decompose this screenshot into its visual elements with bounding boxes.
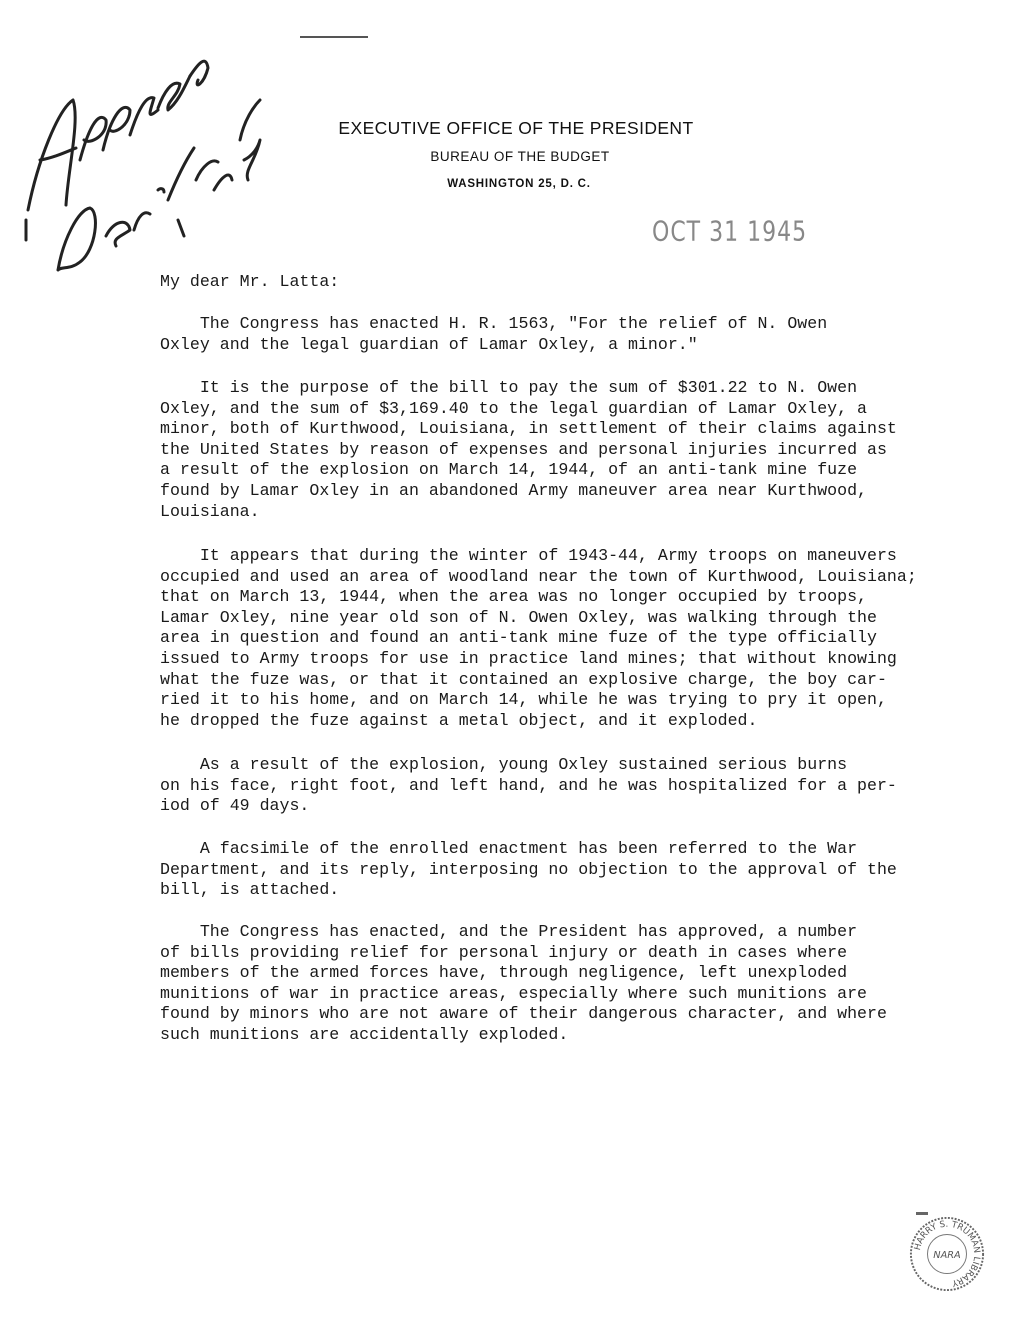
text-line: A facsimile of the enrolled enactment has been referred to the War xyxy=(160,839,858,858)
text-line: that on March 13, 1944, when the area was no longer occupied by troops, xyxy=(160,587,868,607)
text-line: he dropped the fuze against a metal object, and it exploded. xyxy=(160,710,758,730)
text-line: Louisiana. xyxy=(160,501,260,521)
top-rule xyxy=(300,36,368,38)
seal-ring-path: HARRY S. TRUMAN LIBRARY xyxy=(912,1219,982,1288)
text-line: It appears that during the winter of 1943-44, Army troops on maneuvers xyxy=(160,546,897,565)
paragraph-2 xyxy=(160,378,897,522)
text-line: the United States by reason of expenses and personal injuries incurred as xyxy=(160,439,887,459)
seal-graphic xyxy=(908,1215,986,1293)
paragraph-5 xyxy=(160,839,897,901)
salutation: My dear Mr. Latta: xyxy=(160,272,340,291)
paragraph-4 xyxy=(160,755,897,817)
letterhead xyxy=(286,116,746,192)
text-line: As a result of the explosion, young Oxley sustained serious burns xyxy=(160,755,848,774)
text-line: such munitions are accidentally exploded. xyxy=(160,1024,569,1044)
paragraph-1 xyxy=(160,314,827,355)
text-line: Lamar Oxley, nine year old son of N. Owen Oxley, was walking through the xyxy=(160,607,877,627)
handwritten-approval-note xyxy=(18,40,268,290)
text-line: issued to Army troops for use in practice land mines; that without knowing xyxy=(160,648,897,668)
text-line: Oxley, and the sum of $3,169.40 to the legal guardian of Lamar Oxley, a xyxy=(160,398,868,418)
text-line: Oxley and the legal guardian of Lamar Oxley, a minor." xyxy=(160,334,698,354)
letterhead-bureau: BUREAU OF THE BUDGET xyxy=(430,149,610,164)
handwriting-drawing xyxy=(18,40,268,290)
text-line: minor, both of Kurthwood, Louisiana, in settlement of their claims against xyxy=(160,419,897,439)
seal-center-text: NARA xyxy=(933,1249,961,1261)
text-line: bill, is attached. xyxy=(160,880,340,900)
text-line: found by Lamar Oxley in an abandoned Army maneuver area near Kurthwood, xyxy=(160,480,868,500)
text-line: munitions of war in practice areas, especially where such munitions are xyxy=(160,983,868,1003)
text-line: ried it to his home, and on March 14, while he was trying to pry it open, xyxy=(160,690,887,710)
text-line: on his face, right foot, and left hand, and he was hospitalized for a per- xyxy=(160,775,897,795)
letterhead-office: EXECUTIVE OFFICE OF THE PRESIDENT xyxy=(338,118,694,138)
paragraph-6 xyxy=(160,922,887,1046)
text-line: found by minors who are not aware of their dangerous character, and where xyxy=(160,1004,887,1024)
text-line: a result of the explosion on March 14, 1944, of an anti-tank mine fuze xyxy=(160,460,858,480)
date-stamp: OCT 31 1945 xyxy=(652,216,808,249)
text-line: The Congress has enacted H. R. 1563, "For the relief of N. Owen xyxy=(160,314,828,333)
letterhead-address: WASHINGTON 25, D. C. xyxy=(447,178,591,190)
text-line: of bills providing relief for personal injury or death in cases where xyxy=(160,942,848,962)
text-line: occupied and used an area of woodland near the town of Kurthwood, Louisiana; xyxy=(160,566,917,586)
paragraph-3 xyxy=(160,546,917,731)
text-line: iod of 49 days. xyxy=(160,796,310,816)
text-line: members of the armed forces have, through negligence, left unexploded xyxy=(160,963,848,983)
text-line: Department, and its reply, interposing no objection to the approval of the xyxy=(160,859,897,879)
text-line: It is the purpose of the bill to pay the sum of $301.22 to N. Owen xyxy=(160,378,858,397)
text-line: area in question and found an anti-tank mine fuze of the type officially xyxy=(160,628,877,648)
library-seal xyxy=(908,1215,986,1293)
text-line: The Congress has enacted, and the President has approved, a number xyxy=(160,922,858,941)
text-line: what the fuze was, or that it contained an explosive charge, the boy car- xyxy=(160,669,887,689)
